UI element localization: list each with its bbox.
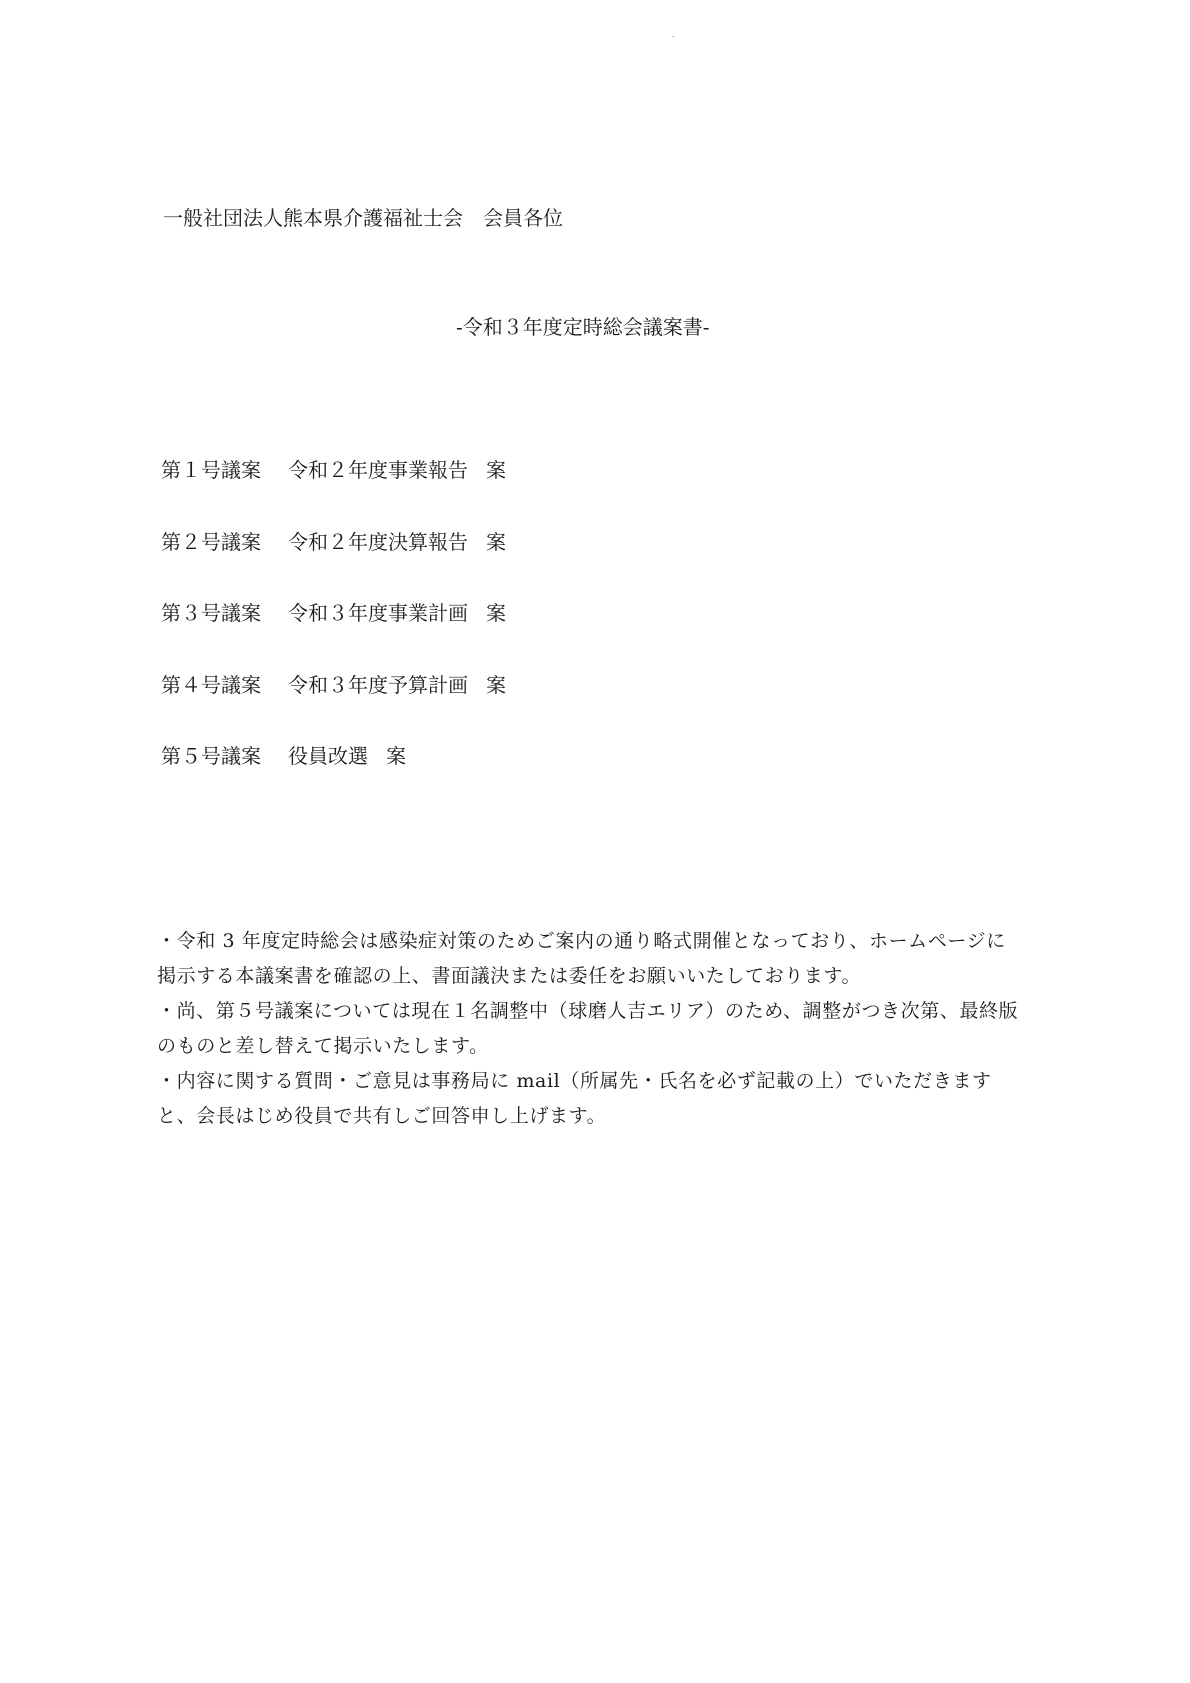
agenda-list	[161, 455, 506, 813]
note-paragraph: ・内容に関する質問・ご意見は事務局に mail（所属先・氏名を必ず記載の上）でいただきますと、会長はじめ役員で共有しご回答申し上げます。	[157, 1070, 992, 1127]
agenda-title: 役員改選	[288, 744, 368, 768]
note-paragraph: ・尚、第５号議案については現在１名調整中（球磨人吉エリア）のため、調整がつき次第、最終版のものと差し替えて掲示いたします。	[157, 1000, 1019, 1057]
agenda-number: 第３号議案	[161, 601, 261, 625]
note-paragraph: ・令和 3 年度定時総会は感染症対策のためご案内の通り略式開催となっており、ホームページに掲示する本議案書を確認の上、書面議決または委任をお願いいたしております。	[157, 930, 1006, 987]
scan-speck	[672, 36, 674, 37]
agenda-title: 令和２年度事業報告	[288, 458, 468, 482]
agenda-suffix: 案	[486, 529, 506, 554]
agenda-number: 第２号議案	[161, 529, 261, 554]
agenda-suffix: 案	[486, 672, 506, 697]
agenda-suffix: 案	[486, 601, 506, 625]
agenda-title: 令和２年度決算報告	[288, 529, 468, 554]
agenda-item-3	[161, 598, 506, 670]
agenda-title: 令和３年度事業計画	[288, 601, 468, 625]
agenda-item-4	[161, 670, 506, 742]
addressee-line: 一般社団法人熊本県介護福祉士会 会員各位	[163, 206, 563, 230]
document-title: -令和３年度定時総会議案書-	[456, 315, 710, 339]
agenda-item-5	[161, 741, 506, 813]
agenda-title: 令和３年度予算計画	[288, 672, 468, 697]
agenda-item-1	[161, 455, 506, 527]
agenda-number: 第５号議案	[161, 744, 261, 768]
agenda-number: 第４号議案	[161, 672, 261, 697]
agenda-suffix: 案	[486, 458, 506, 482]
agenda-item-2	[161, 527, 506, 599]
agenda-suffix: 案	[386, 744, 406, 768]
agenda-number: 第１号議案	[161, 458, 261, 482]
notes-section	[157, 924, 1022, 1134]
